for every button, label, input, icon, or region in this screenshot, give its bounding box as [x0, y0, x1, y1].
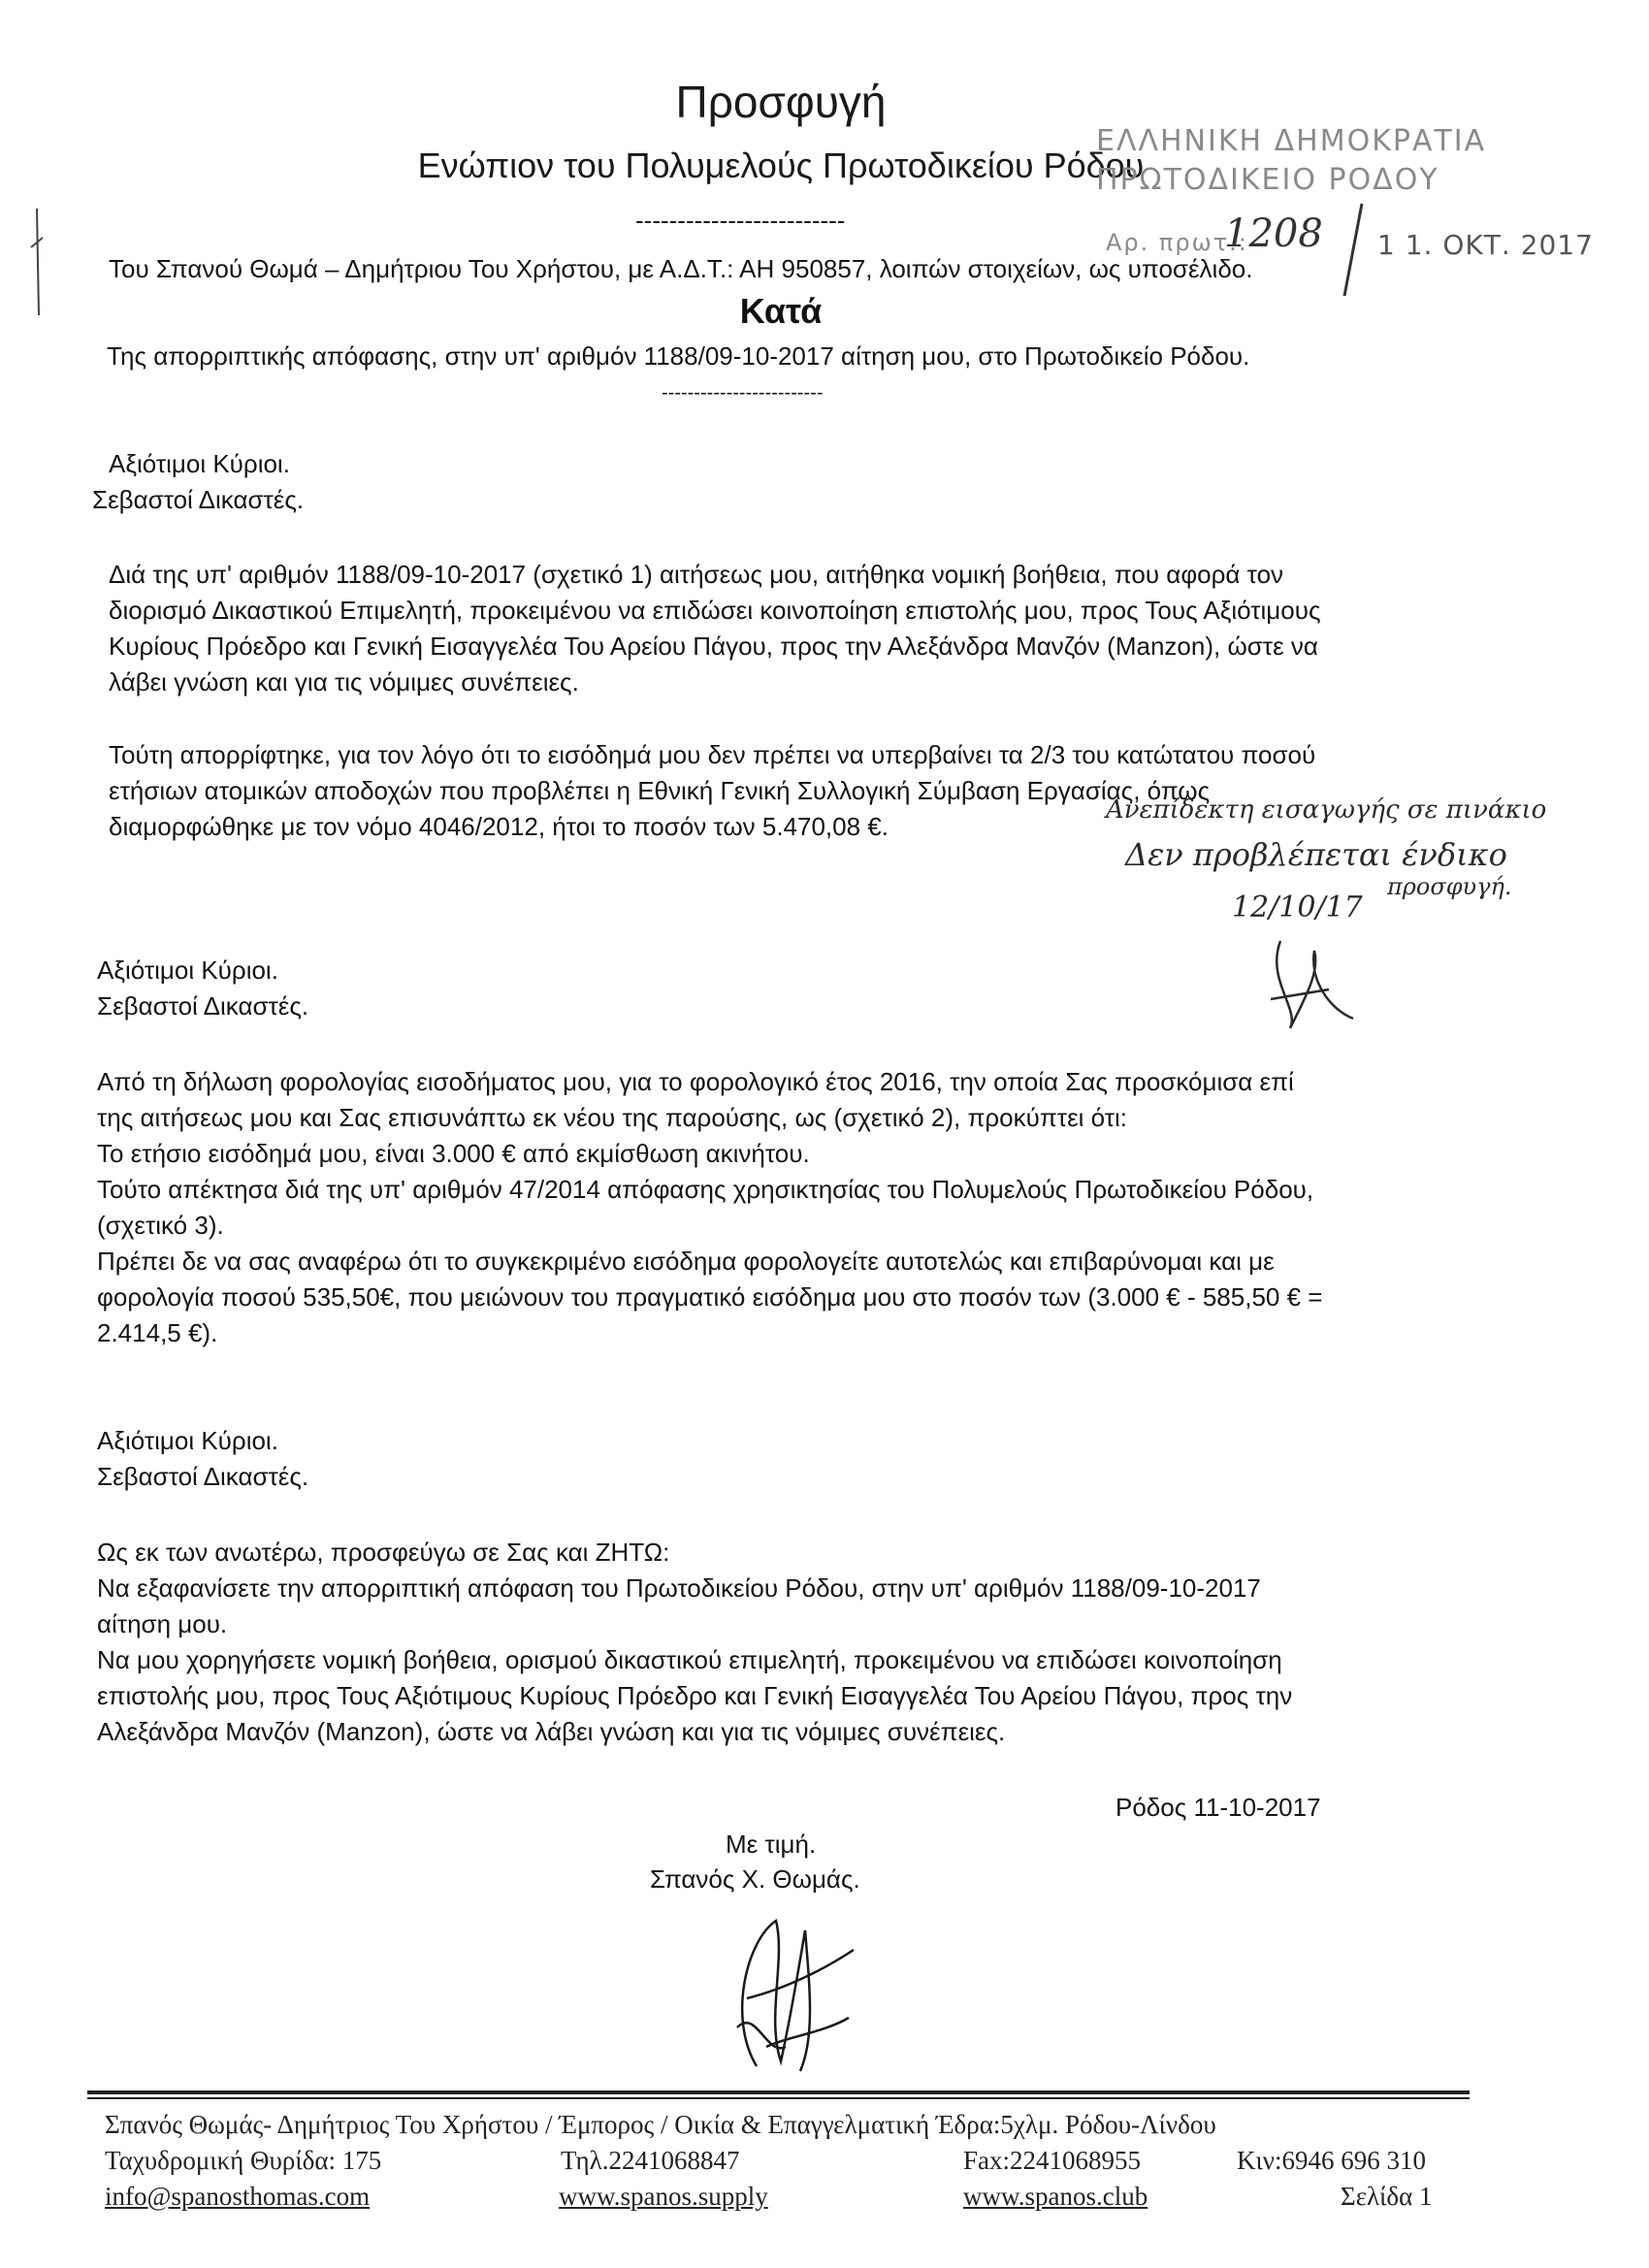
closing-regards: Με τιμή. — [726, 1830, 817, 1859]
decision-line: Της απορριπτικής απόφασης, στην υπ' αριθμόν 1188/09-10-2017 αίτηση μου, στο Πρωτοδικείο Ρόδου. — [107, 341, 1250, 371]
paragraph-4-line: Να εξαφανίσετε την απορριπτική απόφαση του Πρωτοδικείου Ρόδου, στην υπ' αριθμόν 1188/09-10-2017 — [97, 1573, 1261, 1603]
paragraph-3-line: Από τη δήλωση φορολογίας εισοδήματος μου, για το φορολογικό έτος 2016, την οποία Σας προσκόμισα επί — [97, 1067, 1294, 1096]
paragraph-1-line: λάβει γνώση και για τις νόμιμες συνέπειες. — [109, 667, 579, 697]
paragraph-3-line: Τούτο απέκτησα διά της υπ' αριθμόν 47/2014 απόφασης χρησικτησίας του Πολυμελούς Πρωτοδικείου Ρόδου, — [97, 1175, 1314, 1204]
paragraph-3-line: 2.414,5 €). — [97, 1318, 218, 1347]
paragraph-3-line: της αιτήσεως μου και Σας επισυνάπτω εκ νέου της παρούσης, ως (σχετικό 2), προκύπτει ότι: — [97, 1103, 1128, 1132]
footer-phone: Τηλ.2241068847 — [561, 2146, 740, 2175]
paragraph-1-line: Διά της υπ' αριθμόν 1188/09-10-2017 (σχετικό 1) αιτήσεως μου, αιτήθηκα νομική βοήθεια, που αφορά τον — [109, 560, 1284, 589]
paragraph-3-line: (σχετικό 3). — [97, 1211, 224, 1240]
paragraph-4-line: Αλεξάνδρα Μανζόν (Manzon), ώστε να λάβει γνώση και για τις νόμιμες συνέπειες. — [97, 1717, 1006, 1746]
footer-website-club-link[interactable]: www.spanos.club — [963, 2182, 1148, 2211]
paragraph-4-line: αίτηση μου. — [97, 1609, 228, 1638]
court-stamp-line1: ΕΛΛΗΝΙΚΗ ΔΗΜΟΚΡΑΤΙΑ — [1096, 124, 1487, 158]
place-date: Ρόδος 11-10-2017 — [1116, 1793, 1321, 1822]
paragraph-3-line: Πρέπει δε να σας αναφέρω ότι το συγκεκριμένο εισόδημα φορολογείτε αυτοτελώς και επιβαρύνομαι και με — [97, 1247, 1275, 1276]
greeting-2-line2: Σεβαστοί Δικαστές. — [97, 991, 309, 1021]
paragraph-3-line: Το ετήσιο εισόδημά μου, είναι 3.000 € από εκμίσθωση ακινήτου. — [97, 1139, 810, 1168]
handwritten-note-line2: Δεν προβλέπεται ένδικο — [1125, 836, 1507, 873]
protocol-number: 1208 — [1224, 211, 1323, 256]
document-subtitle: Ενώπιον του Πολυμελούς Πρωτοδικείου Ρόδου — [417, 146, 1145, 185]
document-title: Προσφυγή — [675, 77, 887, 127]
paragraph-4-line: επιστολής μου, προς Τους Αξιότιμους Κυρίους Πρόεδρο και Γενική Εισαγγελέα Του Αρείου Πάγου, προς την — [97, 1681, 1293, 1710]
protocol-label: Αρ. πρωτ.: — [1106, 229, 1248, 256]
greeting-1-line1: Αξιότιμοι Κύριοι. — [109, 449, 290, 478]
footer-po-box: Ταχυδρομική Θυρίδα: 175 — [105, 2146, 382, 2175]
separator-dashes-2: ------------------------- — [662, 382, 824, 404]
paragraph-4-line: Ως εκ των ανωτέρω, προσφεύγω σε Σας και ΖΗΤΩ: — [97, 1538, 670, 1567]
signatory-name: Σπανός Χ. Θωμάς. — [650, 1864, 860, 1894]
handwritten-note-date: 12/10/17 — [1232, 891, 1363, 924]
court-stamp-line2: ΠΡΩΤΟΔΙΚΕΙΟ ΡΟΔΟΥ — [1096, 163, 1439, 197]
paragraph-4-line: Να μου χορηγήσετε νομική βοήθεια, ορισμού δικαστικού επιμελητή, προκειμένου να επιδώσει κοινοποίηση — [97, 1645, 1282, 1674]
greeting-1-line2: Σεβαστοί Δικαστές. — [92, 485, 305, 514]
paragraph-2-line: ετήσιων ατομικών αποδοχών που προβλέπει η Εθνική Γενική Συλλογική Σύμβαση Εργασίας, όπως — [109, 776, 1211, 805]
paragraph-2-line: Τούτη απορρίφτηκε, για τον λόγο ότι το εισόδημά μου δεν πρέπει να υπερβαίνει τα 2/3 του κατώτατου ποσού — [109, 740, 1316, 769]
paragraph-3-line: φορολογία ποσού 535,50€, που μειώνουν του πραγματικό εισόδημα μου στο ποσόν των (3.000 € - 585,50 € = — [97, 1282, 1323, 1312]
protocol-date: 1 1. ΟΚΤ. 2017 — [1377, 229, 1594, 261]
signature — [708, 1901, 863, 2086]
footer-mobile: Κιν:6946 696 310 — [1237, 2146, 1426, 2175]
paragraph-1-line: Κυρίους Πρόεδρο και Γενική Εισαγγελέα Του Αρείου Πάγου, προς την Αλεξάνδρα Μανζόν (Manzon), ώστε να — [109, 632, 1318, 661]
protocol-slash-mark — [1339, 204, 1368, 301]
footer-rule-thin — [87, 2097, 1470, 2099]
footer-address-line: Σπανός Θωμάς- Δημήτριος Του Χρήστου / Έμπορος / Οικία & Επαγγελματική Έδρα:5χλμ. Ρόδου-Λίνδου — [105, 2110, 1216, 2139]
greeting-3-line1: Αξιότιμοι Κύριοι. — [97, 1426, 278, 1455]
paragraph-1-line: διορισμό Δικαστικού Επιμελητή, προκειμένου να επιδώσει κοινοποίηση επιστολής μου, προς Τους Αξιότιμους — [109, 596, 1321, 625]
official-initials-signature — [1261, 931, 1358, 1038]
handwritten-note-line3: προσφυγή. — [1387, 873, 1512, 900]
footer-rule-thick — [87, 2090, 1470, 2094]
applicant-line: Του Σπανού Θωμά – Δημήτριου Του Χρήστου, με Α.Δ.Τ.: ΑΗ 950857, λοιπών στοιχείων, ως υποσέλιδο. — [109, 254, 1253, 283]
footer-email-link[interactable]: info@spanosthomas.com — [105, 2182, 371, 2211]
against-heading: Κατά — [739, 291, 823, 331]
footer-fax: Fax:2241068955 — [963, 2146, 1142, 2175]
handwritten-note-line1: Ανεπίδεκτη εισαγωγής σε πινάκιο — [1106, 795, 1547, 825]
separator-dashes: ------------------------- — [635, 206, 846, 235]
footer-website-supply-link[interactable]: www.spanos.supply — [559, 2182, 768, 2211]
paragraph-2-line: διαμορφώθηκε με τον νόμο 4046/2012, ήτοι το ποσόν των 5.470,08 €. — [109, 812, 889, 841]
footer-page-number: Σελίδα 1 — [1341, 2182, 1433, 2211]
greeting-3-line2: Σεβαστοί Δικαστές. — [97, 1462, 309, 1491]
greeting-2-line1: Αξιότιμοι Κύριοι. — [97, 956, 278, 985]
